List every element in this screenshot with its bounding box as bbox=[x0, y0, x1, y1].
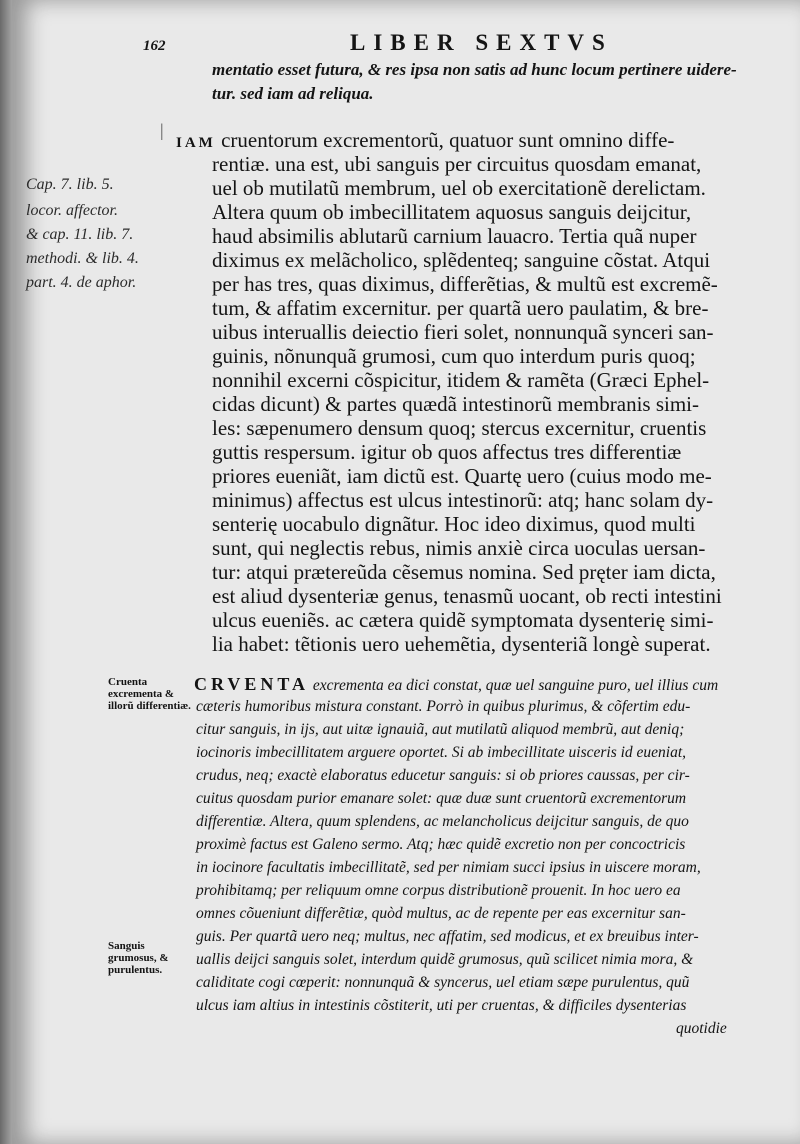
section-marker: | bbox=[160, 120, 164, 140]
commentary-line: excrementa ea dici constat, quæ uel sanguine puro, uel illius cum bbox=[309, 677, 719, 694]
main-line: diximus ex melãcholico, splẽdenteq; sanguine cõstat. Atqui bbox=[212, 248, 711, 272]
handwritten-note: methodi. & lib. 4. bbox=[26, 250, 139, 267]
commentary-line: in iocinore facultatis imbecillitatẽ, sed per nimiam succi ipsius in uiscere moram, bbox=[196, 859, 701, 876]
commentary-line: citur sanguis, in ijs, aut uitæ ignauiã, aut mutilatũ aliquod membrũ, aut deniq; bbox=[196, 721, 685, 738]
top-italic-line-2: tur. sed iam ad reliqua. bbox=[212, 84, 374, 103]
main-line: sunt, qui neglectis rebus, nimis anxiè circa uoculas uersan- bbox=[212, 536, 706, 560]
main-line: cruentorum excrementorũ, quatuor sunt omnino diffe- bbox=[215, 128, 675, 152]
main-line: ulcus eueniẽs. ac cætera quidẽ symptomata dysenterię simi- bbox=[212, 608, 714, 632]
main-line: cidas dicunt) & partes quædã intestinorũ membranis simi- bbox=[212, 392, 699, 416]
main-line: guinis, nõnunquã grumosi, cum quo interdum puris quoq; bbox=[212, 344, 696, 368]
book-page bbox=[12, 0, 800, 1144]
commentary-first-line bbox=[194, 674, 718, 695]
handwritten-note: & cap. 11. lib. 7. bbox=[26, 226, 134, 243]
catchword: quotidie bbox=[676, 1020, 727, 1037]
commentary-line: ulcus iam altius in intestinis cõstiterit, uti per cruentas, & difficiles dysenterias bbox=[196, 997, 687, 1014]
commentary-line: omnes cõueniunt differẽtiæ, quòd multus, ac de repente per eas excernitur san- bbox=[196, 905, 686, 922]
main-line: tur: atqui prætereũda cẽsemus nomina. Sed pręter iam dicta, bbox=[212, 560, 716, 584]
main-paragraph-first-line bbox=[176, 128, 674, 153]
main-initial: IAM bbox=[176, 135, 216, 151]
commentary-line: proximè factus est Galeno sermo. Atq; hæc quidẽ excretio non per concoctricis bbox=[196, 836, 686, 853]
top-italic-line-1: mentatio esset futura, & res ipsa non satis ad hunc locum pertinere uidere- bbox=[212, 60, 737, 79]
commentary-line: iocinoris imbecillitatem arguere oportet. Si ab imbecillitate uisceris id eueniat, bbox=[196, 744, 687, 761]
main-line: nonnihil excerni cõspicitur, itidem & ramẽta (Græci Ephel- bbox=[212, 368, 710, 392]
commentary-line: caliditate cogi cœperit: nonnunquã & syncerus, uel etiam sæpe purulentus, quũ bbox=[196, 974, 690, 991]
main-line: tum, & affatim excernitur. per quartã uero paulatim, & bre- bbox=[212, 296, 709, 320]
main-line: rentiæ. una est, ubi sanguis per circuitus quosdam emanat, bbox=[212, 152, 702, 176]
main-line: est aliud dysenteriæ genus, tenasmũ uocant, ob recti intestini bbox=[212, 584, 722, 608]
handwritten-note: Cap. 7. lib. 5. bbox=[26, 176, 114, 193]
commentary-line: uallis deijci sanguis solet, interdum quidẽ grumosus, quũ scilicet nimia mora, & bbox=[196, 951, 694, 968]
commentary-initial: CRVENTA bbox=[194, 674, 310, 694]
main-line: les: sæpenumero densum quoq; stercus excernitur, cruentis bbox=[212, 416, 707, 440]
running-title: LIBER SEXTVS bbox=[350, 30, 613, 55]
commentary-line: prohibitamq; per reliquum omne corpus distributionẽ prouenit. In hoc uero ea bbox=[196, 882, 681, 899]
handwritten-note: part. 4. de aphor. bbox=[26, 274, 137, 291]
commentary-line: crudus, neq; exactè elaboratus educetur sanguis: si ob priores caussas, per cir- bbox=[196, 767, 690, 784]
handwritten-note: locor. affector. bbox=[26, 202, 118, 219]
sidenote-cruenta: Cruenta excrementa & illorũ differentiæ. bbox=[108, 676, 191, 712]
commentary-line: guis. Per quartã uero neq; multus, nec affatim, sed modicus, et ex breuibus inter- bbox=[196, 928, 699, 945]
commentary-line: differentiæ. Altera, quum splendens, ac melancholicus deijcitur sanguis, de quo bbox=[196, 813, 689, 830]
main-line: priores eueniãt, iam dictũ est. Quartę uero (cuius modo me- bbox=[212, 464, 712, 488]
page-number: 162 bbox=[143, 38, 166, 54]
main-line: haud absimilis ablutarũ carnium lauacro. Tertia quã nuper bbox=[212, 224, 697, 248]
book-gutter bbox=[0, 0, 12, 1144]
main-line: per has tres, quas diximus, differẽtias, & multũ est excremẽ- bbox=[212, 272, 718, 296]
main-line: guttis respersum. igitur ob quos affectus tres differentiæ bbox=[212, 440, 682, 464]
main-line: minimus) affectus est ulcus intestinorũ: atq; hanc solam dy- bbox=[212, 488, 714, 512]
sidenote-sanguis: Sanguis grumosus, & purulentus. bbox=[108, 940, 169, 976]
commentary-line: cæteris humoribus mistura constant. Porrò in quibus plurimus, & cõfertim edu- bbox=[196, 698, 691, 715]
main-line: uel ob mutilatũ membrum, uel ob exercitationẽ derelictam. bbox=[212, 176, 706, 200]
main-line: lia habet: tẽtionis uero uehemẽtia, dysenteriã longè superat. bbox=[212, 632, 711, 656]
commentary-line: cuitus quosdam purior emanare solet: quæ duæ sunt cruentorũ excrementorum bbox=[196, 790, 687, 807]
main-line: uibus interuallis deiectio fieri solet, nonnunquã synceri san- bbox=[212, 320, 714, 344]
main-line: senterię uocabulo dignãtur. Hoc ideo diximus, quod multi bbox=[212, 512, 696, 536]
main-line: Altera quum ob imbecillitatem aquosus sanguis deijcitur, bbox=[212, 200, 692, 224]
